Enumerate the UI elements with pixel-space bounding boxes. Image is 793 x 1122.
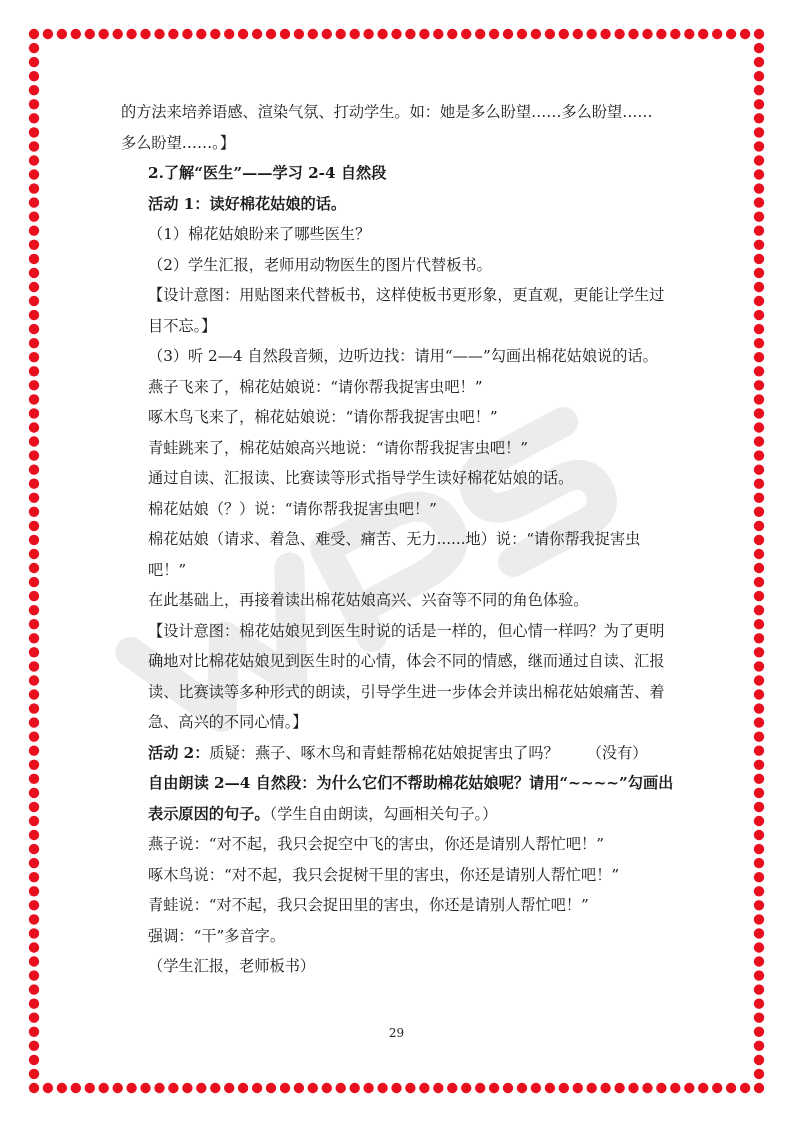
border-dot [740,29,750,39]
border-dot [99,29,109,39]
border-dot [168,1083,178,1093]
border-dot [419,1083,429,1093]
border-dot [29,774,39,784]
border-dot [754,29,764,39]
border-dot [754,226,764,236]
border-dot [29,689,39,699]
border-dot [113,29,123,39]
border-dot [29,1069,39,1079]
border-dot [29,802,39,812]
border-dot [545,29,555,39]
text-line: 啄木鸟说：“对不起，我只会捉树干里的害虫，你还是请别人帮忙吧！” [148,865,620,884]
page-number: 29 [388,1026,405,1040]
border-dot [280,1083,290,1093]
border-dot [587,1083,597,1093]
border-dot [252,29,262,39]
border-dot [614,29,624,39]
border-dot [573,1083,583,1093]
border-dot [29,408,39,418]
border-dot [754,689,764,699]
border-dot [29,465,39,475]
border-dot [754,830,764,840]
border-dot [754,928,764,938]
border-dot [29,57,39,67]
border-dot [656,1083,666,1093]
border-dot [266,1083,276,1093]
border-dot [754,844,764,854]
border-dot [71,1083,81,1093]
design-note: 【设计意图：用贴图来代替板书，这样使板书更形象，更直观，更能让学生过目不忘。】 [148,286,665,335]
border-dot [29,633,39,643]
border-dot [405,29,415,39]
border-dot [419,29,429,39]
border-dot [754,352,764,362]
border-dot [29,113,39,123]
border-dot [29,422,39,432]
border-dot [754,802,764,812]
border-dot [754,113,764,123]
text-line: 多么盼望……。】 [121,133,235,152]
activity-answer: （没有） [586,743,648,762]
border-dot [754,563,764,573]
border-dot [754,675,764,685]
border-dot [29,324,39,334]
border-dot [754,999,764,1009]
border-dot [754,422,764,432]
border-dot [280,29,290,39]
border-dot [29,717,39,727]
border-dot [57,29,67,39]
border-dot [754,591,764,601]
border-dot [489,29,499,39]
border-dot [377,1083,387,1093]
border-dot [754,605,764,615]
border-dot [29,858,39,868]
border-dot [43,1083,53,1093]
border-dot [29,984,39,994]
border-dot [754,661,764,671]
border-dot [531,29,541,39]
border-dot [238,1083,248,1093]
border-dot [29,521,39,531]
border-dot [29,1041,39,1051]
border-dot [754,183,764,193]
border-dot [754,956,764,966]
border-dot [754,197,764,207]
border-dot [684,1083,694,1093]
border-dot [29,254,39,264]
border-dot [754,127,764,137]
border-dot [754,141,764,151]
border-dot [29,85,39,95]
border-dot [712,29,722,39]
border-dot [754,310,764,320]
border-dot [29,493,39,503]
border-dot [29,212,39,222]
border-dot [29,29,39,39]
border-dot [754,71,764,81]
border-dot [29,928,39,938]
border-dot [754,647,764,657]
border-dot [322,29,332,39]
border-dot [29,338,39,348]
border-dot [754,521,764,531]
border-dot [29,605,39,615]
border-dot [628,29,638,39]
border-dot [43,29,53,39]
text-line: 在此基础上，再接着读出棉花姑娘高兴、兴奋等不同的角色体验。 [148,591,589,609]
border-dot [29,844,39,854]
border-dot [29,577,39,587]
border-dot [754,436,764,446]
border-dot [754,57,764,67]
border-dot [29,1055,39,1065]
border-dot [224,29,234,39]
border-dot [559,1083,569,1093]
border-dot [754,380,764,390]
section-heading: 2.了解“医生”——学习 2-4 自然段 [148,164,387,182]
border-dot [71,29,81,39]
border-dot [754,212,764,222]
border-dot [754,619,764,629]
border-dot [294,29,304,39]
border-dot [475,1083,485,1093]
border-dot [754,268,764,278]
border-dot [754,1083,764,1093]
design-note: 【设计意图：棉花姑娘见到医生时说的话是一样的，但心情一样吗？为了更明确地对比棉花姑娘见到医生时的心情，体会不同的情感，继而通过自读、汇报读、比赛读等多种形式的朗读，引导学生进一步体会并读出棉花姑娘痛苦、着急、高兴的不同心情。】 [148,621,665,731]
border-dot [29,914,39,924]
border-dot [29,746,39,756]
border-dot [433,1083,443,1093]
border-dot [196,29,206,39]
border-dot [754,1041,764,1051]
border-dot [308,29,318,39]
border-dot [29,71,39,81]
border-dot [475,29,485,39]
text-line: 青蛙跳来了，棉花姑娘高兴地说：“请你帮我捉害虫吧！” [148,438,529,457]
border-dot [29,647,39,657]
border-dot [754,155,764,165]
border-dot [363,29,373,39]
border-dot [29,436,39,446]
border-dot [754,900,764,910]
border-dot [210,1083,220,1093]
border-dot [350,1083,360,1093]
border-dot [754,408,764,418]
border-dot [99,1083,109,1093]
border-dot [698,29,708,39]
border-dot [29,816,39,826]
border-dot [29,127,39,137]
text-line: （2）学生汇报，老师用动物医生的图片代替板书。 [148,255,492,274]
border-dot [29,970,39,980]
border-dot [154,29,164,39]
border-dot [754,1013,764,1023]
border-dot [754,43,764,53]
text-line: 啄木鸟飞来了，棉花姑娘说：“请你帮我捉害虫吧！” [148,408,498,426]
border-dot [308,1083,318,1093]
border-dot [224,1083,234,1093]
border-dot [29,366,39,376]
border-dot [754,296,764,306]
border-dot [29,99,39,109]
border-dot [754,324,764,334]
border-dot [29,394,39,404]
border-dot [238,29,248,39]
text-line: 燕子说：“对不起，我只会捉空中飞的害虫，你还是请别人帮忙吧！” [148,835,604,853]
border-dot [29,226,39,236]
border-dot [29,1083,39,1093]
border-dot [712,1083,722,1093]
border-dot [642,29,652,39]
border-dot [29,197,39,207]
activity-text: 质疑：燕子、啄木鸟和青蛙帮棉花姑娘捉害虫了吗？ [209,743,559,762]
border-dot [29,43,39,53]
border-dot [29,535,39,545]
border-dot [391,1083,401,1093]
border-dot [322,1083,332,1093]
border-dot [196,1083,206,1093]
border-dot [29,352,39,362]
border-dot [754,942,764,952]
border-dot [754,479,764,489]
border-dot [29,450,39,460]
border-dot [182,1083,192,1093]
activity-heading: 活动 1：读好棉花姑娘的话。 [148,194,347,213]
border-dot [447,29,457,39]
border-dot [336,29,346,39]
border-dot [517,29,527,39]
border-dot [377,29,387,39]
border-dot [29,268,39,278]
border-dot [545,1083,555,1093]
border-dot [754,1055,764,1065]
border-dot [433,29,443,39]
border-dot [698,1083,708,1093]
border-dot [726,1083,736,1093]
border-dot [684,29,694,39]
border-dot [29,310,39,320]
border-dot [503,29,513,39]
border-dot [600,29,610,39]
activity-line [121,738,676,769]
border-dot [294,1083,304,1093]
border-dot [29,619,39,629]
border-dot [754,366,764,376]
border-dot [29,999,39,1009]
border-dot [29,479,39,489]
border-dot [85,1083,95,1093]
border-dot [754,1069,764,1079]
reading-task-text: （学生自由朗读，勾画相关句子。） [269,804,498,823]
border-dot [252,1083,262,1093]
border-dot [113,1083,123,1093]
text-line: 棉花姑娘（？）说：“请你帮我捉害虫吧！” [148,499,437,518]
border-dot [754,394,764,404]
border-dot [573,29,583,39]
text-line: 青蛙说：“对不起，我只会捉田里的害虫，你还是请别人帮忙吧！” [148,896,589,914]
text-line: 通过自读、汇报读、比赛读等形式指导学生读好棉花姑娘的话。 [148,469,574,487]
border-dot [57,1083,67,1093]
border-dot [29,675,39,685]
border-dot [531,1083,541,1093]
border-dot [754,774,764,784]
border-dot [29,282,39,292]
border-dot [447,1083,457,1093]
border-dot [182,29,192,39]
border-dot [754,450,764,460]
text-line: 的方法来培养语感、渲染气氛、打动学生。如：她是多么盼望……多么盼望…… [121,103,653,121]
border-dot [517,1083,527,1093]
border-dot [600,1083,610,1093]
border-dot [614,1083,624,1093]
border-dot [754,914,764,924]
border-dot [754,465,764,475]
border-dot [754,549,764,559]
border-dot [754,858,764,868]
border-dot [29,872,39,882]
border-dot [126,1083,136,1093]
border-dot [29,900,39,910]
border-dot [754,577,764,587]
border-dot [29,1013,39,1023]
border-dot [754,169,764,179]
reading-task [121,768,676,829]
border-dot [754,872,764,882]
border-dot [29,942,39,952]
border-dot [363,1083,373,1093]
border-dot [336,1083,346,1093]
border-dot [29,661,39,671]
text-line: （1）棉花姑娘盼来了哪些医生？ [148,225,371,243]
border-dot [656,29,666,39]
activity-label: 活动 2： [148,743,210,762]
border-dot [670,29,680,39]
border-dot [754,984,764,994]
border-dot [559,29,569,39]
border-dot [29,563,39,573]
border-dot [29,760,39,770]
border-dot [489,1083,499,1093]
document-body [121,97,676,982]
border-dot [210,29,220,39]
border-dot [754,746,764,756]
border-dot [29,830,39,840]
border-dot [140,29,150,39]
border-dot [29,703,39,713]
border-dot [140,1083,150,1093]
border-dot [85,29,95,39]
border-dot [29,507,39,517]
border-dot [126,29,136,39]
border-dot [754,282,764,292]
border-dot [29,732,39,742]
border-dot [29,788,39,798]
border-dot [29,591,39,601]
border-dot [754,703,764,713]
border-dot [754,507,764,517]
text-line: （3）听 2—4 自然段音频，边听边找：请用“——”勾画出棉花姑娘说的话。 [148,347,658,365]
border-dot [461,1083,471,1093]
border-dot [642,1083,652,1093]
reading-task-label: 自由朗读 2—4 自然段：为什么它们不帮助棉花姑娘呢？请用“~~~~”勾画出表示原因的句子。 [148,774,674,823]
border-dot [754,493,764,503]
border-dot [29,296,39,306]
border-dot [754,816,764,826]
border-dot [29,240,39,250]
border-dot [754,633,764,643]
border-dot [168,29,178,39]
border-dot [29,169,39,179]
border-dot [754,717,764,727]
border-dot [461,29,471,39]
border-dot [391,29,401,39]
text-line: （学生汇报，老师板书） [148,957,316,975]
border-dot [29,886,39,896]
border-dot [754,85,764,95]
border-dot [754,886,764,896]
border-dot [754,760,764,770]
border-dot [628,1083,638,1093]
text-line: 燕子飞来了，棉花姑娘说：“请你帮我捉害虫吧！” [148,377,483,396]
border-dot [29,141,39,151]
border-dot [754,535,764,545]
border-dot [754,240,764,250]
border-dot [754,338,764,348]
border-dot [754,99,764,109]
border-dot [754,788,764,798]
border-dot [266,29,276,39]
border-dot [754,970,764,980]
border-dot [29,155,39,165]
border-dot [503,1083,513,1093]
border-dot [670,1083,680,1093]
text-line: 棉花姑娘（请求、着急、难受、痛苦、无力......地）说：“请你帮我捉害虫吧！” [148,530,641,579]
border-dot [740,1083,750,1093]
border-dot [29,380,39,390]
border-dot [754,254,764,264]
border-dot [754,732,764,742]
text-line: 强调：“干”多音字。 [148,926,286,945]
border-dot [29,956,39,966]
border-dot [350,29,360,39]
border-dot [726,29,736,39]
border-dot [587,29,597,39]
border-dot [29,549,39,559]
border-dot [405,1083,415,1093]
border-dot [29,183,39,193]
border-dot [154,1083,164,1093]
